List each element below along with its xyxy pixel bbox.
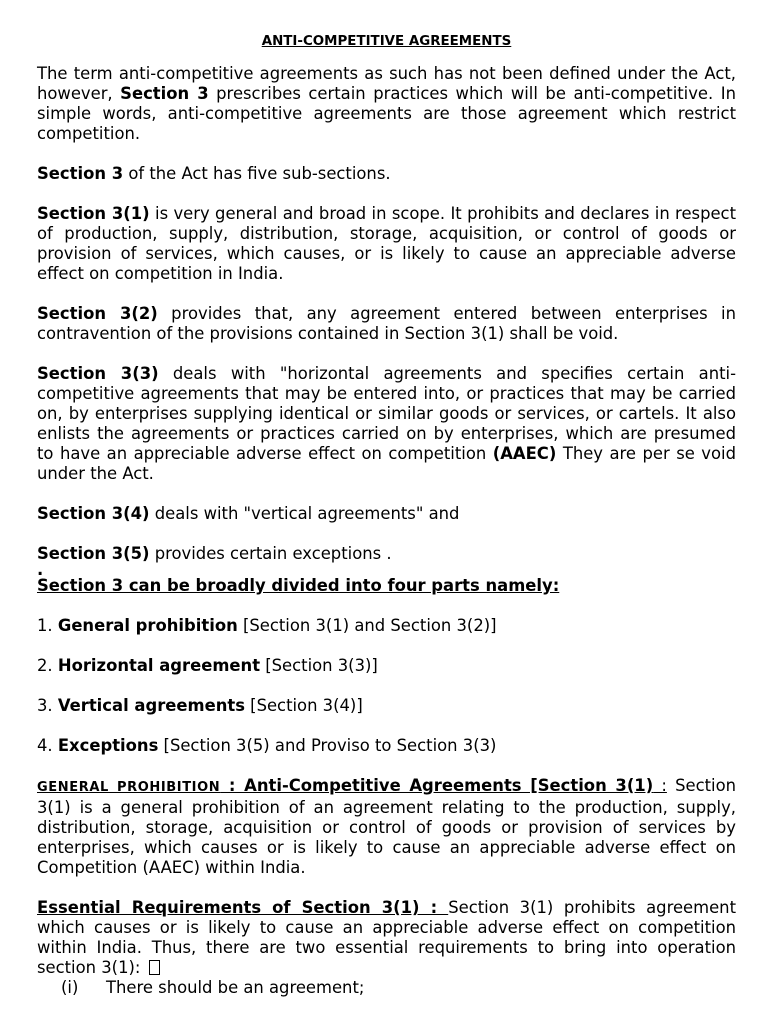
intro-section-ref: Section 3 [120, 84, 209, 103]
list-item-title: Vertical agreements [57, 696, 245, 715]
section-3-2-text: provides that, any agreement entered between enterprises in contravention of the provisions contained in Section 3(1) shall be void. [37, 304, 736, 343]
section-3-text: of the Act has five sub-sections. [123, 164, 391, 183]
essential-requirements-paragraph [37, 898, 736, 978]
list-number: 4. [37, 736, 58, 755]
section-3-1-paragraph [37, 204, 736, 284]
document-page [37, 32, 736, 998]
missing-glyph-box-icon [149, 960, 160, 975]
intro-paragraph [37, 64, 736, 144]
section-3-1-text: is very general and broad in scope. It prohibits and declares in respect of production, supply, distribution, storage, acquisition, or control of goods or provision of services, which causes, or is likely to cause an appreciable adverse effect on competition in India. [37, 204, 736, 283]
intro-text-pre: The term anti-competitive agreements as such has not been defined under the Act, however, [37, 64, 736, 103]
list-item [37, 656, 736, 676]
list-item-title: Exceptions [57, 736, 159, 755]
general-prohibition-colon: : [653, 776, 667, 795]
list-item-text: [Section 3(1) and Section 3(2)] [237, 616, 497, 635]
section-3-3-label: Section 3(3) [37, 364, 159, 383]
essential-requirements-text: Section 3(1) prohibits agreement which causes or is likely to cause an appreciable adverse effect on competition within India. Thus, there are two essential requirements to bring into operation section 3(1): [37, 898, 736, 977]
list-item-text: [Section 3(4)] [244, 696, 363, 715]
roman-item-text: There should be an agreement; [106, 978, 365, 997]
list-item [37, 616, 736, 636]
section-3-5-text: provides certain exceptions . [149, 544, 392, 563]
section-3-4-paragraph [37, 504, 736, 524]
list-number: 2. [37, 656, 58, 675]
section-3-paragraph [37, 164, 736, 184]
section-3-5-paragraph [37, 544, 736, 564]
section-3-3-paragraph [37, 364, 736, 484]
list-number: 1. [37, 616, 58, 635]
stray-dot: . [37, 560, 44, 579]
general-prohibition-text: Section 3(1) is a general prohibition of an agreement relating to the production, supply, distribution, storage, acquisition or control of goods or provision of services by enterprises, which causes or is likely to cause an appreciable adverse effect on Competition (AAEC) within India. [37, 776, 736, 877]
section-3-3-text-end: They are per se void under the Act. [37, 444, 736, 483]
section-3-label: Section 3 [37, 164, 124, 183]
general-prohibition-heading: : Anti-Competitive Agreements [Section 3(1) [220, 776, 654, 795]
aaec-label: (AAEC) [492, 444, 557, 463]
general-prohibition-label: GENERAL PROHIBITION [37, 780, 221, 795]
list-item-text: [Section 3(3)] [260, 656, 378, 675]
list-item-title: Horizontal agreement [57, 656, 261, 675]
list-number: 3. [37, 696, 58, 715]
parts-heading [37, 576, 736, 596]
roman-list-item [37, 978, 736, 998]
section-3-2-paragraph [37, 304, 736, 344]
essential-requirements-heading: Essential Requirements of Section 3(1) : [37, 898, 449, 917]
list-item-title: General prohibition [57, 616, 238, 635]
section-3-5-label: Section 3(5) [37, 544, 150, 563]
section-3-4-text: deals with "vertical agreements" and [149, 504, 460, 523]
intro-text-post: prescribes certain practices which will be anti-competitive. In simple words, anti-competitive agreements are those agreement which restrict competition. [37, 84, 736, 143]
list-item [37, 696, 736, 716]
section-3-1-label: Section 3(1) [37, 204, 150, 223]
section-3-3-text: deals with "horizontal agreements and specifies certain anti-competitive agreements that may be entered into, or practices that may be carried on, by enterprises supplying identical or similar goods or services, or cartels. It also enlists the agreements or practices carried on by enterprises, which are presumed to have an appreciable adverse effect on competition [37, 364, 736, 463]
section-3-4-label: Section 3(4) [37, 504, 150, 523]
general-prohibition-paragraph [37, 776, 736, 878]
roman-numeral: (i) [61, 978, 79, 997]
document-title: ANTI-COMPETITIVE AGREEMENTS [261, 34, 512, 49]
list-item-text: [Section 3(5) and Proviso to Section 3(3) [158, 736, 497, 755]
section-3-2-label: Section 3(2) [37, 304, 158, 323]
parts-heading-text: Section 3 can be broadly divided into four parts namely: [37, 576, 560, 595]
list-item [37, 736, 736, 756]
